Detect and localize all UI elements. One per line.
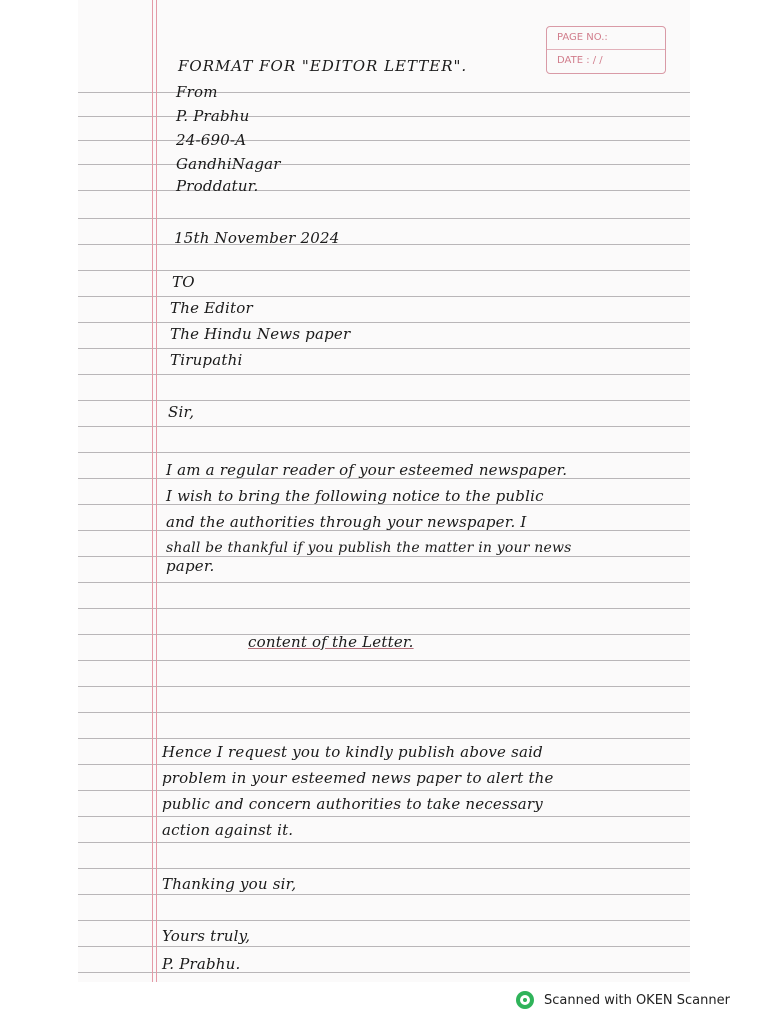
ruled-line xyxy=(78,92,690,93)
ruled-line xyxy=(78,816,690,817)
content-heading: content of the Letter. xyxy=(248,633,414,651)
sender-line: 24-690-A xyxy=(176,131,247,149)
intro-line: and the authorities through your newspaper. I xyxy=(166,513,527,531)
ruled-line xyxy=(78,738,690,739)
ruled-line xyxy=(78,190,690,191)
ruled-line xyxy=(78,374,690,375)
margin-line xyxy=(156,0,157,982)
from-label: From xyxy=(176,83,218,101)
ruled-line xyxy=(78,400,690,401)
ruled-line xyxy=(78,140,690,141)
ruled-line xyxy=(78,712,690,713)
ruled-line xyxy=(78,116,690,117)
letter-title: FORMAT FOR "EDITOR LETTER". xyxy=(178,57,468,75)
closing-line: Hence I request you to kindly publish above said xyxy=(162,743,543,761)
ruled-line xyxy=(78,920,690,921)
ruled-line xyxy=(78,322,690,323)
recipient-line: Tirupathi xyxy=(170,351,243,369)
sender-line: Proddatur. xyxy=(176,177,259,195)
intro-line: shall be thankful if you publish the matter in your news xyxy=(166,540,572,556)
ruled-line xyxy=(78,244,690,245)
ruled-line xyxy=(78,452,690,453)
ruled-line xyxy=(78,608,690,609)
recipient-line: The Hindu News paper xyxy=(170,325,351,343)
ruled-line xyxy=(78,348,690,349)
recipient-line: The Editor xyxy=(170,299,253,317)
intro-line: I wish to bring the following notice to the public xyxy=(166,487,544,505)
scanner-watermark xyxy=(516,991,730,1009)
ruled-line xyxy=(78,790,690,791)
closing-line: public and concern authorities to take necessary xyxy=(162,795,543,813)
thanks-line: Thanking you sir, xyxy=(162,875,297,893)
margin-line xyxy=(152,0,153,982)
page-date-box xyxy=(546,26,666,74)
intro-line: I am a regular reader of your esteemed newspaper. xyxy=(166,461,568,479)
intro-line: paper. xyxy=(166,557,215,575)
signature: P. Prabhu. xyxy=(162,955,241,973)
scanner-logo-icon xyxy=(516,991,534,1009)
ruled-line xyxy=(78,894,690,895)
ruled-line xyxy=(78,582,690,583)
salutation: Sir, xyxy=(168,403,195,421)
closing-line: action against it. xyxy=(162,821,294,839)
ruled-line xyxy=(78,946,690,947)
ruled-line xyxy=(78,868,690,869)
date-label: DATE : / / xyxy=(557,55,603,66)
sender-line: P. Prabhu xyxy=(176,107,250,125)
ruled-line xyxy=(78,164,690,165)
ruled-line xyxy=(78,218,690,219)
ruled-line xyxy=(78,686,690,687)
letter-date: 15th November 2024 xyxy=(174,229,340,247)
closing-line: problem in your esteemed news paper to alert the xyxy=(162,769,554,787)
ruled-line xyxy=(78,270,690,271)
ruled-line xyxy=(78,660,690,661)
sender-line: GandhiNagar xyxy=(176,155,281,173)
notebook-page xyxy=(78,0,690,982)
to-label: TO xyxy=(172,273,195,291)
ruled-line xyxy=(78,426,690,427)
scanner-text: Scanned with OKEN Scanner xyxy=(544,992,730,1008)
signoff-line: Yours truly, xyxy=(162,927,251,945)
ruled-line xyxy=(78,764,690,765)
ruled-line xyxy=(78,842,690,843)
page-no-label: PAGE NO.: xyxy=(557,32,608,43)
ruled-line xyxy=(78,296,690,297)
